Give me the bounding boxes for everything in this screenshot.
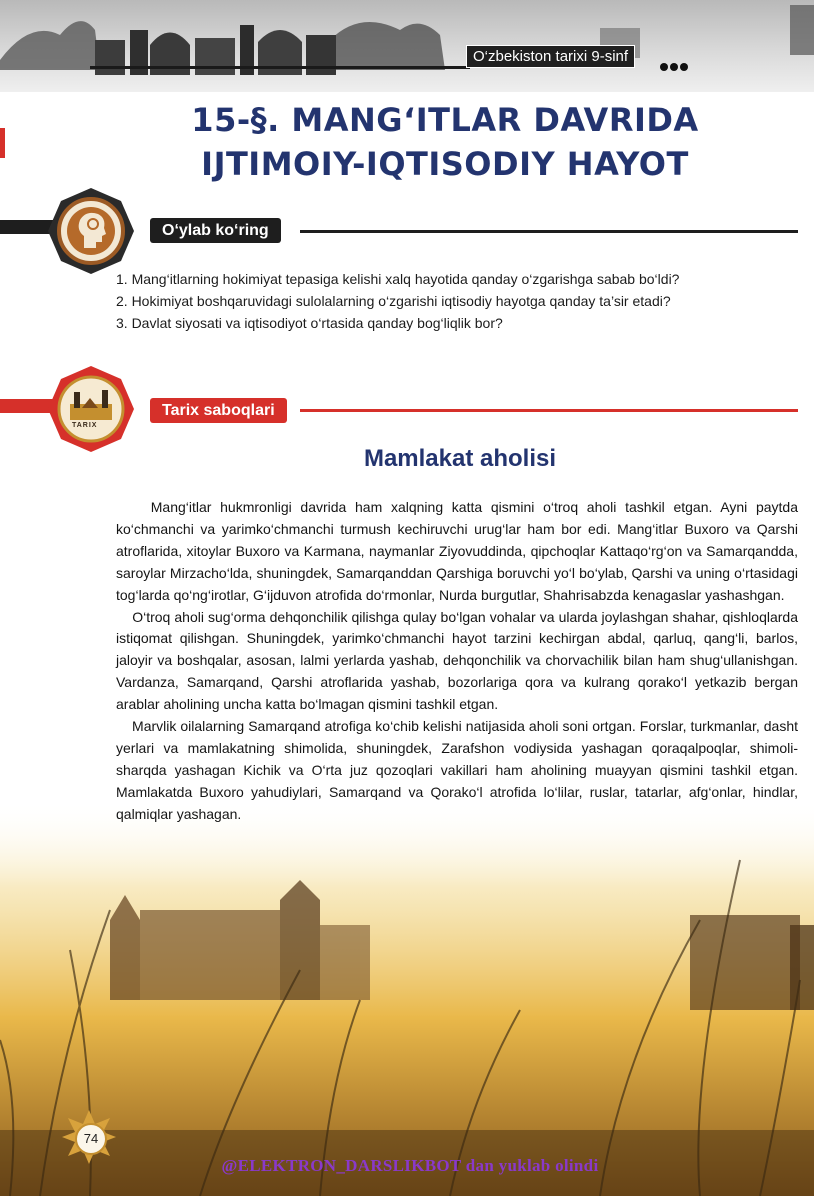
header-banner xyxy=(0,0,814,92)
paragraph xyxy=(116,716,798,826)
paragraph-text: Marvlik oilalarning Samarqand atrofiga ko‘chib kelishi natijasida aholi soni ortgan. Forslar, turkmanlar, dasht yerlari va mamlakatning shimolida, shuningdek, Zarafshon vodiysida yashagan qoraqalpoqlar, shimoli-sharqda yashagan Kichik va O‘rta juz qozoqlari vakillari ham aholining muayyan qismini tashkil etgan. Mamlakatda Buxoro yahudiylari, Samarqand va Qorako‘l atrofida lo‘lilar, ruslar, tatarlar, afg‘onlar, hindlar, qalmiqlar yashagan. xyxy=(116,718,798,822)
title-line-1: 15-§. MANG‘ITLAR DAVRIDA xyxy=(191,101,699,139)
think-rule-line xyxy=(300,230,798,233)
paragraph-text: O‘troq aholi sug‘orma dehqonchilik qilishga qulay bo‘lgan vohalar va ularda joylashgan shahar, qishloqlarda istiqomat qilishgan. Shuningdek, yarimko‘chmanchi hayot tarzini kechirgan abdal, qarluq, qang‘li, barlos, jaloyir va boshqalar, asosan, lalmi yerlarda yashab, dehqonchilik va chorvachilik bilan ham shug‘ullanishgan. Vardanza, Samarqand, Qarshi atroflarida yashab, bozorlariga qora va kulrang qorako‘l yetkazib bergan arablar aholining uncha katta bo‘lmagan qismini tashkil etgan. xyxy=(116,608,798,713)
think-section-tag: O‘ylab ko‘ring xyxy=(150,218,281,243)
question-item: 2. Hokimiyat boshqaruvidagi sulolalarning o‘zgarishi iqtisodiy hayotga qanday ta’sir etadi? xyxy=(116,293,671,309)
head-gears-icon xyxy=(46,186,136,276)
page-number-badge xyxy=(62,1110,116,1164)
lessons-section-tag: Tarix saboqlari xyxy=(150,398,287,423)
landmarks-illustration xyxy=(0,0,814,92)
badge-caption: TARIX xyxy=(72,422,98,429)
book-label: O‘zbekiston tarixi 9-sinf xyxy=(466,45,635,68)
question-item: 3. Davlat siyosati va iqtisodiyot o‘rtasida qanday bog‘liqlik bor? xyxy=(116,315,503,331)
think-section-header xyxy=(0,182,814,282)
watermark: @ELEKTRON_DARSLIKBOT dan yuklab olindi xyxy=(221,1156,599,1175)
title-line-2: IJTIMOIY-IQTISODIY HAYOT xyxy=(201,145,689,183)
main-text xyxy=(116,497,798,826)
page-edge-marker xyxy=(0,128,5,158)
lessons-rule-line xyxy=(300,409,798,412)
question-list xyxy=(116,268,806,334)
history-books-icon xyxy=(46,364,136,454)
page-number: 74 xyxy=(75,1123,107,1155)
page-title xyxy=(150,98,740,186)
paragraph xyxy=(116,607,798,717)
paragraph xyxy=(116,497,798,607)
paragraph-text: Mang‘itlar hukmronligi davrida ham xalqning katta qismini o‘troq aholi tashkil etgan. Ayni paytda ko‘chmanchi va yarimko‘chmanchi turmush kechiruvchi urug‘lar ham bor edi. Mang‘itlar Buxoro va Qarshi atroflarida, xitoylar Buxoro va Karmana, naymanlar Ziyovuddinda, qipchoqlar Kattaqo‘rg‘on va Samarqandda, saroylar Mirzacho‘lda, shuningdek, Samarqanddan Qarshiga boruvchi yo‘l bo‘ylab, Qarshi va uning o‘rtasidagi tog‘larda qo‘ng‘irotlar, G‘ijduvon atrofida do‘rmonlar, Nurda burgutlar, Shahrisabzda kenagaslar yashashgan. xyxy=(116,499,798,603)
question-item: 1. Mang‘itlarning hokimiyat tepasiga kelishi xalq hayotida qanday o‘zgarishga sabab bo‘ldi? xyxy=(116,271,680,287)
section-heading: Mamlakat aholisi xyxy=(363,445,557,472)
landscape-illustration xyxy=(0,800,814,1196)
decorative-dots xyxy=(660,58,690,76)
